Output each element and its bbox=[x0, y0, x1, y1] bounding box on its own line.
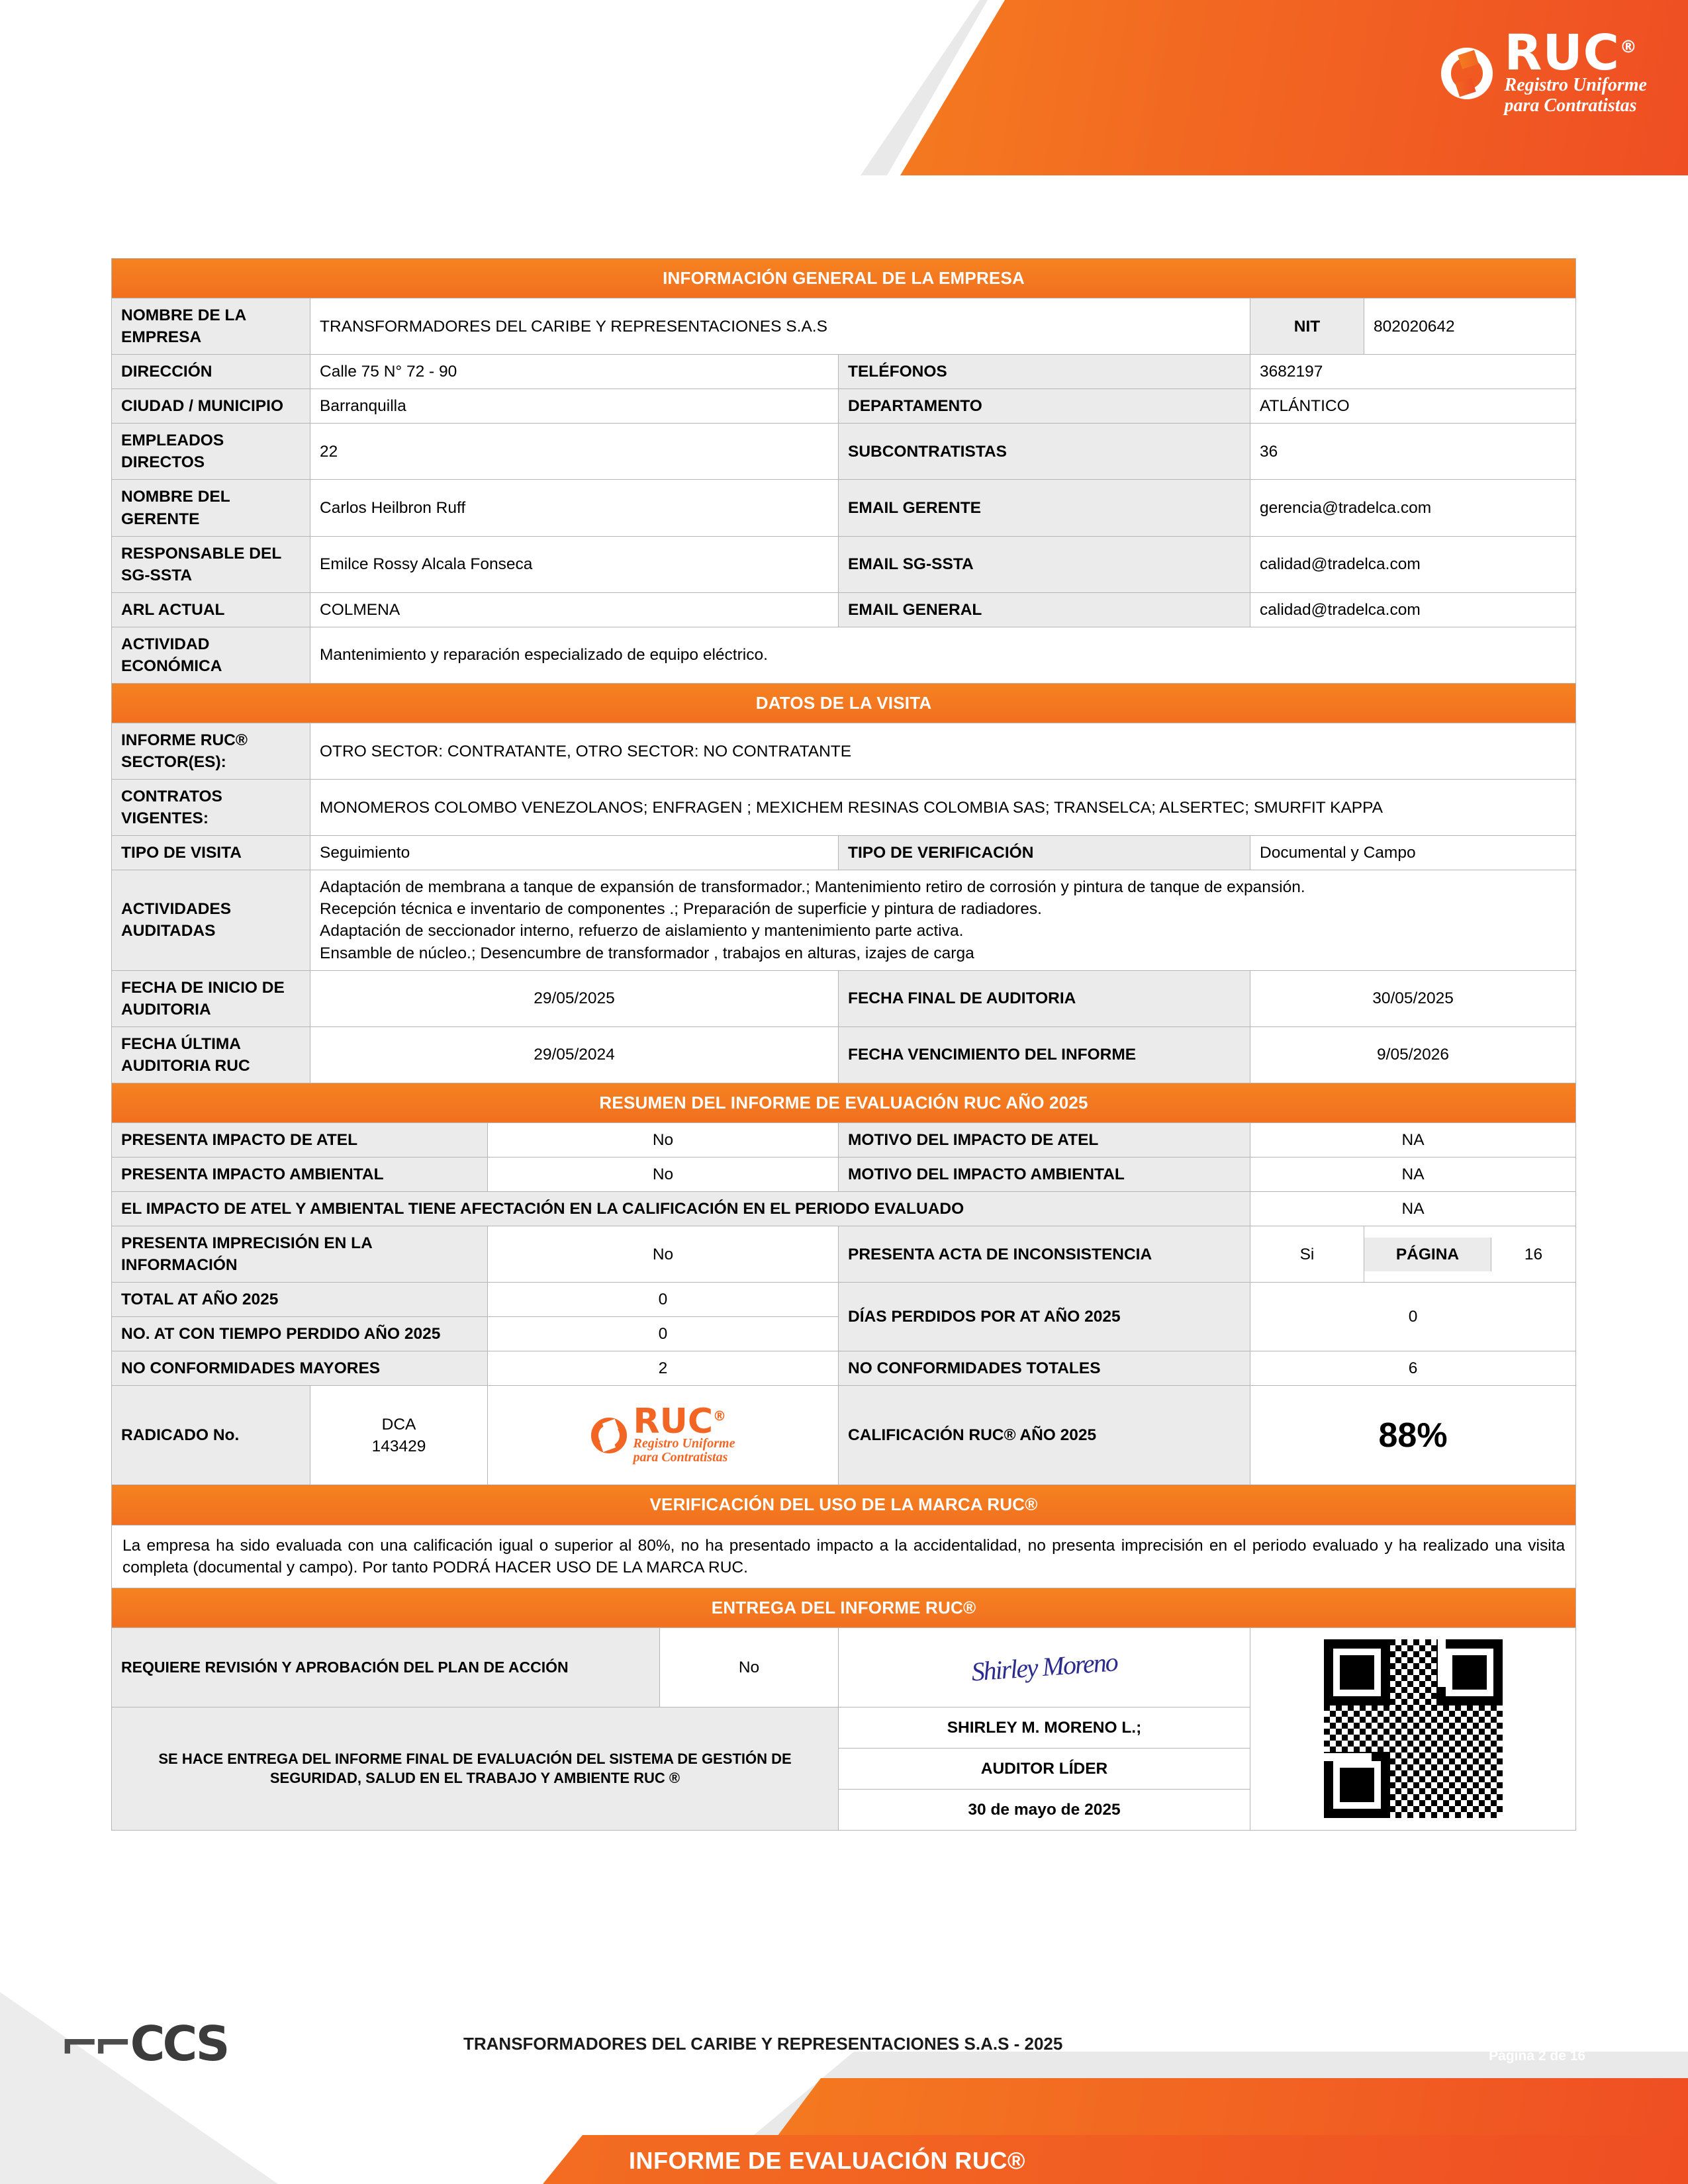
table-row bbox=[112, 1386, 1576, 1485]
ruc-ring-icon bbox=[591, 1418, 627, 1453]
label-at-tiempo-perdido: NO. AT CON TIEMPO PERDIDO AÑO 2025 bbox=[112, 1317, 488, 1351]
value-acta-inconsistencia: Si bbox=[1250, 1226, 1364, 1283]
label-email-sgssta: EMAIL SG-SSTA bbox=[839, 536, 1250, 592]
table-row bbox=[112, 1283, 1576, 1317]
label-dias-perdidos: DÍAS PERDIDOS POR AT AÑO 2025 bbox=[839, 1283, 1250, 1351]
label-afectacion-calificacion: EL IMPACTO DE ATEL Y AMBIENTAL TIENE AFECTACIÓN EN LA CALIFICACIÓN EN EL PERIODO EVALUADO bbox=[112, 1192, 1250, 1226]
auditor-name: SHIRLEY M. MORENO L.; bbox=[839, 1707, 1250, 1748]
value-nit: 802020642 bbox=[1364, 298, 1576, 355]
section-header-general: INFORMACIÓN GENERAL DE LA EMPRESA bbox=[112, 259, 1576, 298]
label-nit: NIT bbox=[1250, 298, 1364, 355]
signature-image: Shirley Moreno bbox=[970, 1647, 1119, 1687]
label-nc-mayores: NO CONFORMIDADES MAYORES bbox=[112, 1351, 488, 1386]
footer-grey-left-shape bbox=[0, 1966, 344, 2184]
value-requiere-revision: No bbox=[660, 1627, 839, 1707]
label-fecha-ultima-auditoria: FECHA ÚLTIMA AUDITORIA RUC bbox=[112, 1026, 310, 1083]
value-fecha-final: 30/05/2025 bbox=[1250, 970, 1576, 1026]
label-tipo-visita: TIPO DE VISITA bbox=[112, 836, 310, 870]
footer-banner-title: INFORME DE EVALUACIÓN RUC® bbox=[629, 2147, 1025, 2174]
value-arl-actual: COLMENA bbox=[310, 592, 839, 627]
table-row bbox=[112, 298, 1576, 355]
label-empleados-directos: EMPLEADOS DIRECTOS bbox=[112, 424, 310, 480]
label-email-general: EMAIL GENERAL bbox=[839, 592, 1250, 627]
label-fecha-final: FECHA FINAL DE AUDITORIA bbox=[839, 970, 1250, 1026]
table-row bbox=[112, 592, 1576, 627]
value-motivo-ambiental: NA bbox=[1250, 1157, 1576, 1191]
table-row bbox=[112, 1351, 1576, 1386]
ruc-tagline-line2: para Contratistas bbox=[1504, 95, 1637, 116]
ccs-logo bbox=[60, 2016, 228, 2071]
table-row bbox=[112, 627, 1576, 683]
table-row bbox=[112, 1026, 1576, 1083]
ruc-wordmark bbox=[1504, 24, 1647, 81]
value-email-sgssta: calidad@tradelca.com bbox=[1250, 536, 1576, 592]
radicado-line2: 143429 bbox=[371, 1437, 426, 1455]
label-informe-sectores: INFORME RUC® SECTOR(ES): bbox=[112, 723, 310, 780]
label-acta-inconsistencia: PRESENTA ACTA DE INCONSISTENCIA bbox=[839, 1226, 1250, 1283]
ruc-registered-icon: ® bbox=[1619, 37, 1638, 58]
label-pagina: PÁGINA bbox=[1364, 1238, 1491, 1271]
section-header-entrega: ENTREGA DEL INFORME RUC® bbox=[112, 1588, 1576, 1627]
value-actividad-economica: Mantenimiento y reparación especializado de equipo eléctrico. bbox=[310, 627, 1576, 683]
ruc-tagline-small-line2: para Contratistas bbox=[633, 1450, 728, 1465]
footer-page-number: Página 2 de 16 bbox=[1489, 2048, 1586, 2064]
actividad-line: Recepción técnica e inventario de componentes .; Preparación de superficie y pintura de radiadores. bbox=[320, 900, 1042, 919]
report-document bbox=[111, 258, 1575, 1831]
value-fecha-vencimiento: 9/05/2026 bbox=[1250, 1026, 1576, 1083]
value-email-gerente: gerencia@tradelca.com bbox=[1250, 480, 1576, 536]
section-header-visita: DATOS DE LA VISITA bbox=[112, 683, 1576, 723]
value-at-tiempo-perdido: 0 bbox=[488, 1317, 839, 1351]
table-row bbox=[112, 536, 1576, 592]
value-fecha-inicio: 29/05/2025 bbox=[310, 970, 839, 1026]
table-row bbox=[112, 1157, 1576, 1191]
table-row bbox=[112, 1122, 1576, 1157]
value-email-general: calidad@tradelca.com bbox=[1250, 592, 1576, 627]
label-imprecision: PRESENTA IMPRECISIÓN EN LA INFORMACIÓN bbox=[112, 1226, 488, 1283]
label-direccion: DIRECCIÓN bbox=[112, 355, 310, 389]
label-actividad-economica: ACTIVIDAD ECONÓMICA bbox=[112, 627, 310, 683]
value-pagina: 16 bbox=[1491, 1238, 1575, 1271]
entrega-date: 30 de mayo de 2025 bbox=[839, 1789, 1250, 1830]
label-ciudad: CIUDAD / MUNICIPIO bbox=[112, 389, 310, 424]
label-motivo-atel: MOTIVO DEL IMPACTO DE ATEL bbox=[839, 1122, 1250, 1157]
label-contratos-vigentes: CONTRATOS VIGENTES: bbox=[112, 780, 310, 836]
qr-code-cell bbox=[1250, 1627, 1576, 1830]
value-radicado bbox=[310, 1386, 488, 1485]
label-motivo-ambiental: MOTIVO DEL IMPACTO AMBIENTAL bbox=[839, 1157, 1250, 1191]
label-fecha-inicio: FECHA DE INICIO DE AUDITORIA bbox=[112, 970, 310, 1026]
label-impacto-ambiental: PRESENTA IMPACTO AMBIENTAL bbox=[112, 1157, 488, 1191]
value-empleados-directos: 22 bbox=[310, 424, 839, 480]
page-header-banner bbox=[0, 0, 1688, 175]
auditor-role: AUDITOR LÍDER bbox=[839, 1748, 1250, 1789]
value-tipo-visita: Seguimiento bbox=[310, 836, 839, 870]
value-telefonos: 3682197 bbox=[1250, 355, 1576, 389]
radicado-line1: DCA bbox=[381, 1415, 416, 1433]
ccs-marks-icon: ⌐⌐ bbox=[60, 2016, 126, 2071]
table-row bbox=[112, 480, 1576, 536]
value-responsable-sgssta: Emilce Rossy Alcala Fonseca bbox=[310, 536, 839, 592]
label-subcontratistas: SUBCONTRATISTAS bbox=[839, 424, 1250, 480]
ruc-ring-icon bbox=[1441, 48, 1493, 99]
label-telefonos: TELÉFONOS bbox=[839, 355, 1250, 389]
table-row bbox=[112, 836, 1576, 870]
table-row bbox=[112, 970, 1576, 1026]
verificacion-text: La empresa ha sido evaluada con una calificación igual o superior al 80%, no ha presentado impacto a la accidentalidad, no presenta imprecisión en el periodo evaluado y ha realizado una visita completa (documental y campo). Por tanto PODRÁ HACER USO DE LA MARCA RUC. bbox=[112, 1525, 1576, 1588]
value-subcontratistas: 36 bbox=[1250, 424, 1576, 480]
label-tipo-verificacion: TIPO DE VERIFICACIÓN bbox=[839, 836, 1250, 870]
label-arl-actual: ARL ACTUAL bbox=[112, 592, 310, 627]
label-nc-totales: NO CONFORMIDADES TOTALES bbox=[839, 1351, 1250, 1386]
ruc-wordmark-text: RUC bbox=[1504, 24, 1620, 81]
signature-cell bbox=[839, 1627, 1250, 1707]
table-row bbox=[112, 780, 1576, 836]
pagina-cell bbox=[1364, 1226, 1576, 1283]
page-footer-banner bbox=[0, 1966, 1688, 2184]
entrega-description: SE HACE ENTREGA DEL INFORME FINAL DE EVALUACIÓN DEL SISTEMA DE GESTIÓN DE SEGURIDAD, SALUD EN EL TRABAJO Y AMBIENTE RUC ® bbox=[112, 1707, 839, 1830]
label-total-at: TOTAL AT AÑO 2025 bbox=[112, 1283, 488, 1317]
table-row bbox=[112, 1192, 1576, 1226]
value-actividades-auditadas bbox=[310, 870, 1576, 970]
label-calificacion-ruc: CALIFICACIÓN RUC® AÑO 2025 bbox=[839, 1386, 1250, 1485]
actividad-line: Adaptación de membrana a tanque de expansión de transformador.; Mantenimiento retiro de corrosión y pintura de tanque de expansión. bbox=[320, 878, 1305, 897]
label-responsable-sgssta: RESPONSABLE DEL SG-SSTA bbox=[112, 536, 310, 592]
value-gerente: Carlos Heilbron Ruff bbox=[310, 480, 839, 536]
qr-code-icon bbox=[1324, 1639, 1503, 1818]
table-row bbox=[112, 870, 1576, 970]
label-gerente: NOMBRE DEL GERENTE bbox=[112, 480, 310, 536]
value-fecha-ultima-auditoria: 29/05/2024 bbox=[310, 1026, 839, 1083]
ccs-logo-text: CCS bbox=[130, 2016, 228, 2071]
table-row bbox=[112, 1525, 1576, 1588]
value-direccion: Calle 75 N° 72 - 90 bbox=[310, 355, 839, 389]
value-afectacion-calificacion: NA bbox=[1250, 1192, 1576, 1226]
table-row bbox=[112, 355, 1576, 389]
table-row bbox=[112, 389, 1576, 424]
label-email-gerente: EMAIL GERENTE bbox=[839, 480, 1250, 536]
label-impacto-atel: PRESENTA IMPACTO DE ATEL bbox=[112, 1122, 488, 1157]
label-radicado: RADICADO No. bbox=[112, 1386, 310, 1485]
ruc-wordmark-small: RUC® bbox=[633, 1401, 726, 1441]
label-departamento: DEPARTAMENTO bbox=[839, 389, 1250, 424]
table-row bbox=[112, 1226, 1576, 1283]
value-imprecision: No bbox=[488, 1226, 839, 1283]
table-row bbox=[112, 424, 1576, 480]
value-nc-mayores: 2 bbox=[488, 1351, 839, 1386]
report-table bbox=[111, 258, 1576, 1831]
value-nc-totales: 6 bbox=[1250, 1351, 1576, 1386]
footer-company-year: TRANSFORMADORES DEL CARIBE Y REPRESENTACIONES S.A.S - 2025 bbox=[463, 2034, 1063, 2054]
value-contratos-vigentes: MONOMEROS COLOMBO VENEZOLANOS; ENFRAGEN ; MEXICHEM RESINAS COLOMBIA SAS; TRANSELCA; ALSERTEC; SMURFIT KAPPA bbox=[310, 780, 1576, 836]
actividad-line: Adaptación de seccionador interno, refuerzo de aislamiento y mantenimiento parte activa. bbox=[320, 922, 964, 940]
value-tipo-verificacion: Documental y Campo bbox=[1250, 836, 1576, 870]
ruc-tagline-small-line1: Registro Uniforme bbox=[633, 1436, 735, 1451]
value-dias-perdidos: 0 bbox=[1250, 1283, 1576, 1351]
value-informe-sectores: OTRO SECTOR: CONTRATANTE, OTRO SECTOR: NO CONTRATANTE bbox=[310, 723, 1576, 780]
value-impacto-ambiental: No bbox=[488, 1157, 839, 1191]
ruc-tagline-line1: Registro Uniforme bbox=[1504, 75, 1647, 96]
label-nombre-empresa: NOMBRE DE LA EMPRESA bbox=[112, 298, 310, 355]
footer-revision: Rev. 46 del 25.04.21 bbox=[1472, 2027, 1602, 2042]
actividad-line: Ensamble de núcleo.; Desencumbre de transformador , trabajos en alturas, izajes de carga bbox=[320, 944, 974, 962]
value-motivo-atel: NA bbox=[1250, 1122, 1576, 1157]
table-row bbox=[112, 1627, 1576, 1707]
section-header-resumen: RESUMEN DEL INFORME DE EVALUACIÓN RUC AÑO 2025 bbox=[112, 1083, 1576, 1122]
section-header-verificacion: VERIFICACIÓN DEL USO DE LA MARCA RUC® bbox=[112, 1485, 1576, 1525]
value-calificacion-ruc: 88% bbox=[1250, 1386, 1576, 1485]
value-ciudad: Barranquilla bbox=[310, 389, 839, 424]
value-impacto-atel: No bbox=[488, 1122, 839, 1157]
footer-revision-block bbox=[1472, 2025, 1602, 2066]
ruc-logo bbox=[1441, 24, 1647, 116]
ruc-seal-logo bbox=[488, 1386, 839, 1485]
value-total-at: 0 bbox=[488, 1283, 839, 1317]
value-departamento: ATLÁNTICO bbox=[1250, 389, 1576, 424]
label-fecha-vencimiento: FECHA VENCIMIENTO DEL INFORME bbox=[839, 1026, 1250, 1083]
label-actividades-auditadas: ACTIVIDADES AUDITADAS bbox=[112, 870, 310, 970]
table-row bbox=[112, 723, 1576, 780]
label-requiere-revision: REQUIERE REVISIÓN Y APROBACIÓN DEL PLAN DE ACCIÓN bbox=[112, 1627, 660, 1707]
value-nombre-empresa: TRANSFORMADORES DEL CARIBE Y REPRESENTACIONES S.A.S bbox=[310, 298, 1250, 355]
